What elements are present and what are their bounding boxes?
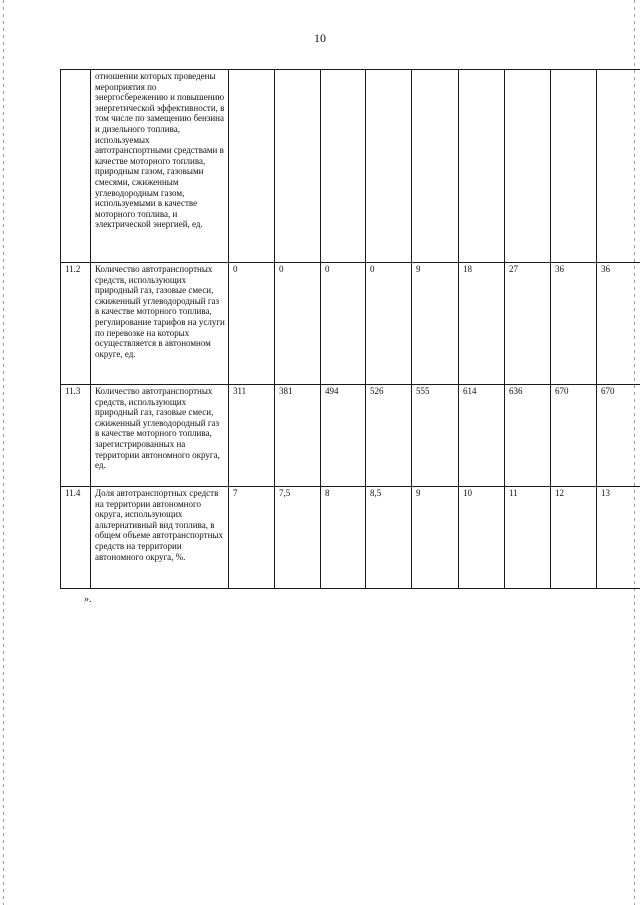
value-cell: 36 xyxy=(597,263,640,385)
value-cell: 670 xyxy=(597,385,640,487)
value-cell xyxy=(551,70,597,263)
value-cell: 8,5 xyxy=(366,487,412,589)
value-cell: 7,5 xyxy=(275,487,321,589)
value-cell: 18 xyxy=(459,263,505,385)
value-cell xyxy=(229,70,275,263)
closing-quote: ». xyxy=(84,594,92,605)
indicator-name-cell: отношении которых проведены мероприятия по энергосбережению и повышению энергетической эффективности, в том числе по замещению бензина и дизельного топлива, используемых автотранспортными средствами в качестве моторного топлива, природным газом, газовыми смесями, сжиженным углеводородным газом, используемыми в качестве моторного топлива, и электрической энергией, ед. xyxy=(91,70,229,263)
scan-edge-left xyxy=(3,0,4,905)
table-row xyxy=(61,385,640,487)
value-cell xyxy=(412,70,459,263)
value-cell: 526 xyxy=(366,385,412,487)
value-cell: 10 xyxy=(459,487,505,589)
table-row xyxy=(61,263,640,385)
value-cell: 311 xyxy=(229,385,275,487)
value-cell: 13 xyxy=(597,487,640,589)
table-row xyxy=(61,487,640,589)
value-cell: 9 xyxy=(412,487,459,589)
value-cell: 36 xyxy=(551,263,597,385)
value-cell xyxy=(275,70,321,263)
value-cell: 0 xyxy=(229,263,275,385)
value-cell: 494 xyxy=(321,385,366,487)
indicator-name-cell: Количество автотранспортных средств, использующих природный газ, газовые смеси, сжиженный углеводородный газ в качестве моторного топлива, регулирование тарифов на услуги по перевозке на которых осуществляется в автономном округе, ед. xyxy=(91,263,229,385)
indicator-name-cell: Доля автотранспортных средств на территории автономного округа, использующих альтернативный вид топлива, в общем объеме автотранспортных средств на территории автономного округа, %. xyxy=(91,487,229,589)
value-cell xyxy=(505,70,551,263)
value-cell: 614 xyxy=(459,385,505,487)
value-cell: 27 xyxy=(505,263,551,385)
row-number-cell xyxy=(61,70,91,263)
indicators-table xyxy=(60,69,640,589)
value-cell: 8 xyxy=(321,487,366,589)
value-cell xyxy=(597,70,640,263)
value-cell: 0 xyxy=(321,263,366,385)
value-cell: 11 xyxy=(505,487,551,589)
table-row xyxy=(61,70,640,263)
row-number-cell: 11.2 xyxy=(61,263,91,385)
row-number-cell: 11.4 xyxy=(61,487,91,589)
value-cell: 7 xyxy=(229,487,275,589)
page-number: 10 xyxy=(314,31,326,45)
value-cell: 555 xyxy=(412,385,459,487)
value-cell: 12 xyxy=(551,487,597,589)
value-cell: 670 xyxy=(551,385,597,487)
indicator-name-cell: Количество автотранспортных средств, использующих природный газ, газовые смеси, сжиженный углеводородный газ в качестве моторного топлива, зарегистрированных на территории автономного округа, ед. xyxy=(91,385,229,487)
value-cell: 0 xyxy=(366,263,412,385)
value-cell xyxy=(459,70,505,263)
value-cell: 0 xyxy=(275,263,321,385)
value-cell xyxy=(321,70,366,263)
row-number-cell: 11.3 xyxy=(61,385,91,487)
value-cell: 381 xyxy=(275,385,321,487)
value-cell: 9 xyxy=(412,263,459,385)
value-cell: 636 xyxy=(505,385,551,487)
value-cell xyxy=(366,70,412,263)
